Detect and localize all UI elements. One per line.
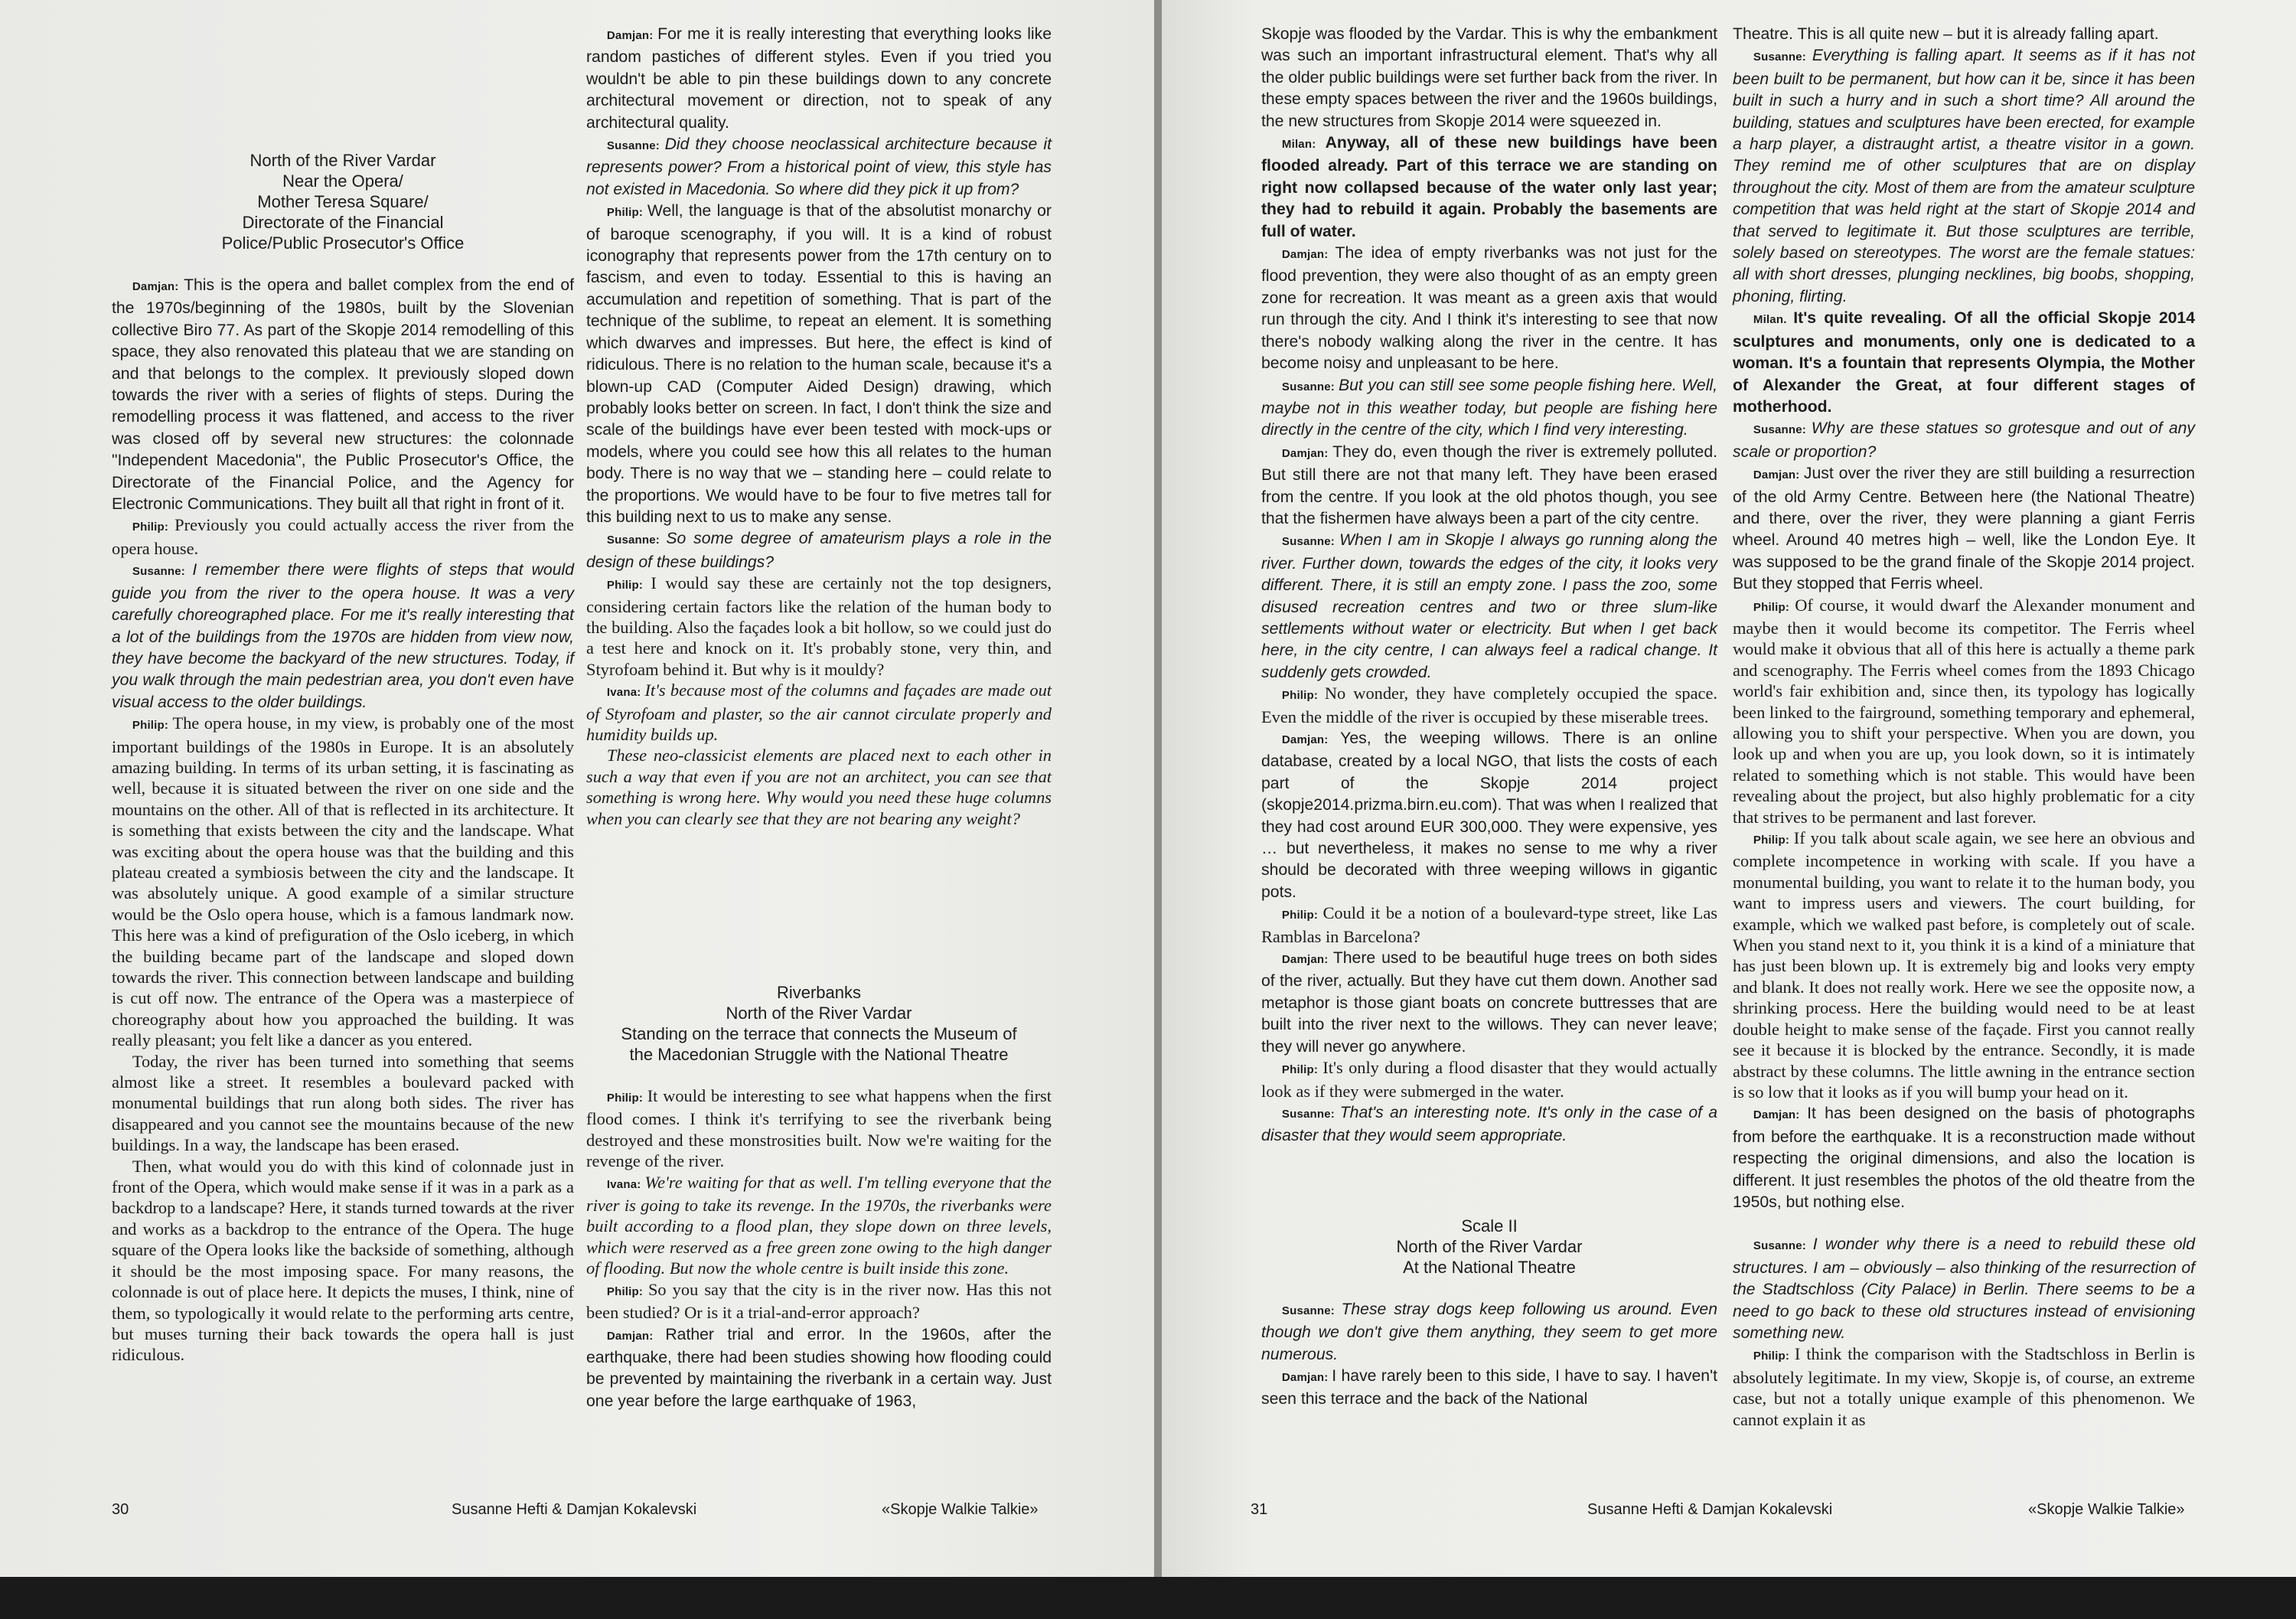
dialogue-paragraph (586, 1279, 1052, 1324)
dialogue-paragraph (1733, 1102, 2195, 1213)
dialogue-paragraph (586, 527, 1052, 573)
dialogue-paragraph (1261, 242, 1717, 374)
section-heading-opera (112, 150, 574, 253)
page-number: 31 (1251, 1501, 1268, 1518)
dialogue-paragraph (1733, 44, 2195, 307)
dialogue-paragraph (586, 573, 1052, 680)
speaker-label: Damjan: (1753, 468, 1804, 482)
dialogue-block (112, 274, 574, 1366)
dialogue-text: It's quite revealing. Of all the official Skopje 2014 sculptures and monuments, only one is dedicated to a woman. It's a fountain that represents Olympia, the Mother of Alexander the Great, at four different stages of motherhood. (1733, 309, 2195, 416)
speaker-label: Susanne: (1281, 380, 1339, 393)
dialogue-text: Previously you could actually access the river from the opera house. (112, 515, 574, 558)
speaker-label: Ivana: (606, 686, 645, 700)
speaker-label: Milan: (1281, 138, 1326, 152)
dialogue-paragraph (112, 559, 574, 713)
dialogue-text: For me it is really interesting that everything looks like random pastiches of different styles. Even if you tried you wouldn't be able to pin these buildings down to any concrete architectural movement or direction, not to speak of any architectural quality. (586, 25, 1052, 132)
speaker-label: Philip: (1753, 834, 1794, 847)
dialogue-text: Rather trial and error. In the 1960s, after the earthquake, there had been studies showing how flooding could be prevented by maintaining the riverbank in a certain way. Just one year before the large earthquake of 1963, (586, 1325, 1052, 1410)
speaker-label: Susanne: (606, 139, 665, 153)
dialogue-block (1261, 1298, 1717, 1410)
page-number: 30 (112, 1501, 129, 1518)
book-gutter (1154, 0, 1162, 1577)
speaker-label: Damjan: (1281, 953, 1333, 967)
dialogue-paragraph (1733, 417, 2195, 462)
heading-line: Directorate of the Financial (242, 213, 444, 232)
dialogue-paragraph (1261, 132, 1717, 242)
dialogue-text: It's because most of the columns and façades are made out of Styrofoam and plaster, so the air cannot circulate properly and humidity builds up. (586, 681, 1052, 744)
heading-line: North of the River Vardar (249, 151, 436, 170)
dialogue-paragraph (1261, 1365, 1717, 1410)
dialogue-text: This is the opera and ballet complex from the end of the 1970s/beginning of the 1980s, built by the Slovenian collective Biro 77. As part of the Skopje 2014 remodelling of this space, they also renovated this plateau that we are standing on and that belongs to the complex. It previously sloped down towards the river with a series of flights of steps. During the remodelling process it was flattened, and access to the river was closed off by several new structures: the colonnade "Independent Macedonia", the Public Prosecutor's Office, the Directorate of the Financial Police, and the Agency for Electronic Communications. They built all that right in front of it. (112, 276, 574, 514)
dialogue-text: But you can still see some people fishing here. Well, maybe not in this weather today, but people are fishing here directly in the centre of the city, which I find very interesting. (1261, 376, 1717, 439)
dialogue-block (1261, 23, 1717, 1147)
dialogue-paragraph (1261, 1057, 1717, 1102)
heading-line: Near the Opera/ (282, 171, 403, 191)
dialogue-text: No wonder, they have completely occupied the space. Even the middle of the river is occupied by these miserable trees. (1261, 684, 1717, 726)
dialogue-paragraph (586, 1172, 1052, 1279)
dialogue-paragraph (1733, 23, 2195, 44)
dialogue-paragraph (112, 1156, 574, 1366)
dialogue-paragraph (1261, 23, 1717, 132)
dialogue-paragraph (112, 274, 574, 514)
heading-line: Scale II (1461, 1216, 1518, 1235)
heading-line: North of the River Vardar (1396, 1236, 1583, 1256)
speaker-label: Damjan: (1281, 1370, 1332, 1384)
speaker-label: Philip: (606, 579, 651, 592)
dialogue-text: Anyway, all of these new buildings have been flooded already. Part of this terrace we are standing on right now collapsed because of the water only last year; they had to rebuild it again. Probably the basements are full of water. (1261, 134, 1717, 240)
speaker-label: Susanne: (1281, 1107, 1340, 1121)
dialogue-text: Did they choose neoclassical architecture because it represents power? From a historical point of view, this style has not existed in Macedonia. So where did they pick it up from? (586, 135, 1052, 198)
speaker-label: Philip: (132, 719, 173, 733)
speaker-label: Philip: (606, 1284, 648, 1298)
speaker-label: Damjan: (1281, 248, 1336, 262)
dialogue-text: Everything is falling apart. It seems as if it has not been built to be permanent, but how can it be, since it has been built in such a hurry and in such a short time? All around the building, statues and sculptures have been erected, for example a harp player, a distraught artist, a theatre visitor in a gown. They remind me of other sculptures that are on display throughout the city. Most of them are from the amateur sculpture competition that was held right at the start of Skopje 2014 and that served to legitimate it. But those sculptures are terrible, solely based on stereotypes. The worst are the female statues: all with short dresses, plunging necklines, big boobs, shopping, phoning, flirting. (1733, 47, 2195, 305)
dialogue-paragraph (112, 514, 574, 559)
dialogue-block (586, 1085, 1052, 1412)
dialogue-text: I think the comparison with the Stadtschloss in Berlin is absolutely legitimate. In my view, Skopje is, of course, an extreme case, but not a totally unique example of this phenomenon. We cannot explain it as (1733, 1344, 2195, 1429)
speaker-label: Susanne: (1753, 423, 1812, 437)
dialogue-paragraph (586, 1324, 1052, 1412)
speaker-label: Philip: (1281, 909, 1323, 922)
speaker-label: Damjan: (1753, 1108, 1808, 1122)
dialogue-text: When I am in Skopje I always go running along the river. Further down, towards the edges of the city, it looks very different. There, it is still an empty zone. I pass the zoo, some disused recreation centres and two or three slum-like settlements without water or electricity. But when I get back here, in the city centre, I can always feel a radical change. It suddenly gets crowded. (1261, 531, 1718, 681)
dialogue-text: Of course, it would dwarf the Alexander monument and maybe then it would become its competitor. The Ferris wheel would make it obvious that all of this here is actually a theme park and scenography. The Ferris wheel comes from the 1893 Chicago world's fair exhibition and, since then, its typology has logically been linked to the fairground, something temporary and ephemeral, allowing you to shift your perspective. When you are down, you look up and when you are up, you look down, so it is intimately related to something which is not stable. This would have been revealing about the project, but also highly problematic for a city that strives to be permanent and last forever. (1733, 595, 2195, 827)
dialogue-paragraph (1261, 1298, 1717, 1365)
dialogue-block (1733, 23, 2195, 1430)
speaker-label: Susanne: (1281, 535, 1340, 549)
right-page (1162, 0, 2296, 1577)
dialogue-paragraph (1261, 374, 1717, 441)
dialogue-paragraph (1733, 827, 2195, 1102)
speaker-label: Philip: (606, 1092, 647, 1105)
dialogue-paragraph (1733, 1233, 2195, 1343)
section-heading-scale (1261, 1216, 1717, 1278)
dialogue-text: Well, the language is that of the absolutist monarchy or of baroque scenography, if you will. It is a kind of robust iconography that represents power from the 17th century on to fascism, and even to today. Essential to this is having an accumulation and repetition of something. That is part of the technique of the sublime, to repeat an element. It is something which dwarves and impresses. But here, the effect is kind of ridiculous. There is no relation to the human scale, because it's a blown-up CAD (Computer Aided Design) drawing, which probably looks better on screen. In fact, I don't think the size and scale of the buildings have ever been tested with mock-ups or models, where you could see how this all relates to the human body. There is no way that we – standing here – could relate to the proportions. We would have to be four to five metres tall for this building next to us to make any sense. (586, 202, 1052, 526)
dialogue-paragraph (586, 23, 1052, 133)
dialogue-text: So you say that the city is in the river now. Has this not been studied? Or is it a trial-and-error approach? (586, 1279, 1052, 1323)
left-page (0, 0, 1154, 1577)
dialogue-paragraph (112, 713, 574, 1051)
dialogue-paragraph (1261, 683, 1717, 727)
speaker-label: Philip: (1281, 689, 1325, 703)
dialogue-text: I wonder why there is a need to rebuild these old structures. I am – obviously – also thinking of the resurrection of the Stadtschloss (City Palace) in Berlin. There seems to be a need to go back to these old structures instead of envisioning something new. (1733, 1235, 2196, 1342)
dialogue-text: If you talk about scale again, we see here an obvious and complete incompetence in working with scale. If you have a monumental building, you want to relate it to the human body, you want to impress users and viewers. The court building, for example, which we walked past before, is completely out of scale. When you stand next to it, you think it is a kind of a miniature that has just been blown up. It is extremely big and looks very empty and blank. It does not really work. Here we see the opposite now, a shrinking process. Here the building would need to be at least double height to make sense of the façade. First you cannot really see it because it is blocked by the entrance. Secondly, it is made abstract by these columns. The little awning in the entrance section is so low that it looks as if you will bump your head on it. (1733, 828, 2195, 1102)
speaker-label: Damjan: (606, 29, 658, 42)
footer-author: Susanne Hefti & Damjan Kokalevski (452, 1501, 697, 1518)
dialogue-text: Skopje was flooded by the Vardar. This is why the embankment was such an important infrastructural element. That's why all the older public buildings were set further back from the river. In these empty spaces between the river and the 1960s buildings, the new structures from Skopje 2014 were squeezed in. (1261, 25, 1717, 130)
speaker-label: Susanne: (132, 565, 193, 579)
dialogue-text: Theatre. This is all quite new – but it is already falling apart. (1733, 25, 2159, 43)
dialogue-text: It has been designed on the basis of photographs from before the earthquake. It is a reconstruction made without respecting the original dimensions, and also the location is different. It just resembles the photos of the old theatre from the 1950s, but nothing else. (1733, 1105, 2195, 1211)
speaker-label: Philip: (606, 206, 647, 220)
dialogue-text: They do, even though the river is extremely polluted. But still there are not that many left. They have been erased from the centre. If you look at the old photos though, you see that the fishermen have always been a part of the city centre. (1261, 442, 1718, 527)
dialogue-paragraph (1261, 947, 1717, 1057)
heading-line: At the National Theatre (1403, 1257, 1576, 1277)
left-column-2 (586, 23, 1052, 1412)
speaker-label: Susanne: (606, 534, 667, 547)
dialogue-text: I have rarely been to this side, I have to say. I haven't seen this terrace and the back of the National (1261, 1366, 1717, 1408)
speaker-label: Susanne: (1753, 51, 1812, 64)
footer-author: Susanne Hefti & Damjan Kokalevski (1587, 1501, 1833, 1518)
dialogue-text: These stray dogs keep following us around. Even though we don't give them anything, they seem to get more numerous. (1261, 1300, 1717, 1363)
dialogue-text: I remember there were flights of steps that would guide you from the river to the opera house. It was a very carefully choreographed place. For me it's really interesting that a lot of the buildings from the 1970s are hidden from view now, they have become the backyard of the new structures. Today, if you walk through the main pedestrian area, you don't even have visual access to the older buildings. (112, 561, 574, 711)
dialogue-text: Today, the river has been turned into something that seems almost like a street. It resembles a boulevard packed with monumental buildings that run along both sides. The river has disappeared and you cannot see the mountains because of the new buildings. In a way, the landscape has been erased. (112, 1051, 574, 1155)
dialogue-paragraph (586, 680, 1052, 745)
right-column-1 (1261, 23, 1717, 1410)
dialogue-text: Could it be a notion of a boulevard-type street, like Las Ramblas in Barcelona? (1261, 903, 1717, 946)
speaker-label: Philip: (1753, 600, 1795, 614)
dialogue-paragraph (1261, 441, 1717, 530)
heading-line: the Macedonian Struggle with the National Theatre (629, 1045, 1009, 1065)
dialogue-text: The opera house, in my view, is probably one of the most important buildings of the 1980s in Europe. It is an absolutely amazing building. In terms of its urban setting, it is fascinating as well, because it is situated between the river on one side and the mountains on the other. All of that is reflected in its architecture. It is something that exists between the city and the landscape. What was exciting about the opera house was that the building and this plateau created a symbiosis between the city and the landscape. It was absolutely unique. A good example of a similar structure would be the Oslo opera house, which is a famous landmark now. This here was a kind of prefiguration of the Oslo iceberg, in which the building became part of the landscape and sloped down towards the river. This connection between landscape and building is cut off now. The entrance of the Opera was a masterpiece of choreography about how you approached the building. It was really pleasant; you felt like a dancer as you entered. (112, 713, 574, 1050)
dialogue-paragraph (1733, 307, 2195, 417)
dialogue-text: We're waiting for that as well. I'm telling everyone that the river is going to take its revenge. In the 1970s, the riverbanks were built according to a flood plan, they slope down on three levels, which were reserved as a free green zone owing to the high danger of flooding. But now the whole centre is built inside this zone. (586, 1172, 1052, 1278)
heading-line: Mother Teresa Square/ (257, 192, 429, 211)
dialogue-text: So some degree of amateurism plays a role in the design of these buildings? (586, 530, 1052, 571)
dialogue-text: Yes, the weeping willows. There is an online database, created by a local NGO, that lists the costs of each part of the Skopje 2014 project (skopje2014.prizma.birn.eu.com). That was when I realized that they had cost around EUR 300,000. They were expensive, yes … but nevertheless, it makes no sense to me why a river should be decorated with three weeping willows in gigantic pots. (1261, 730, 1717, 901)
dialogue-text: That's an interesting note. It's only in the case of a disaster that they would seem appropriate. (1261, 1103, 1718, 1145)
speaker-label: Susanne: (1753, 1239, 1813, 1253)
dialogue-paragraph (1261, 903, 1717, 947)
dialogue-text: I would say these are certainly not the top designers, considering certain factors like the relation of the human body to the building. Also the façades look a bit hollow, so we could just do a test here and knock on it. It's probably stone, very thin, and Styrofoam behind it. But why is it mouldy? (586, 573, 1052, 679)
dialogue-text: It's only during a flood disaster that they would actually look as if they were submerged in the water. (1261, 1058, 1717, 1101)
left-column-1 (112, 150, 574, 1366)
dialogue-paragraph (586, 200, 1052, 527)
dialogue-paragraph (1733, 462, 2195, 594)
dialogue-text: Why are these statues so grotesque and out of any scale or proportion? (1733, 419, 2196, 461)
section-heading-riverbanks (586, 982, 1052, 1065)
heading-line: Police/Public Prosecutor's Office (221, 233, 465, 253)
dialogue-block (586, 23, 1052, 829)
dialogue-text: The idea of empty riverbanks was not just for the flood prevention, they were also thought of as an empty green zone for recreation. It was meant as a green axis that would run through the city. And I think it's interesting to see that now there's nobody walking along the river in the centre. It has become noisy and unpleasant to be here. (1261, 244, 1717, 373)
dialogue-paragraph (1733, 595, 2195, 827)
dialogue-paragraph (112, 1051, 574, 1156)
dialogue-text: There used to be beautiful huge trees on both sides of the river, actually. But they have cut them down. Another sad metaphor is those giant boats on concrete buttresses that are built into the river next to the willows. They can never leave; they will never go anywhere. (1261, 949, 1717, 1056)
heading-line: Riverbanks (776, 983, 862, 1003)
heading-line: Standing on the terrace that connects the Museum of (621, 1024, 1017, 1044)
dialogue-paragraph (586, 133, 1052, 200)
dialogue-paragraph (1733, 1343, 2195, 1430)
dialogue-paragraph (1261, 529, 1717, 683)
speaker-label: Damjan: (1281, 733, 1341, 746)
right-column-2 (1733, 23, 2195, 1430)
speaker-label: Philip: (1753, 1350, 1795, 1363)
dialogue-text: Just over the river they are still building a resurrection of the old Army Centre. Between here (the National Theatre) and there, over the river, they were planning a giant Ferris wheel. Around 40 metres high – well, like the London Eye. It was supposed to be the grand finale of the Skopje 2014 project. But they stopped that Ferris wheel. (1733, 465, 2195, 593)
dialogue-text: These neo-classicist elements are placed next to each other in such a way that even if you are not an architect, you can see that something is wrong here. Why would you need these huge columns when you can clearly see that they are not bearing any weight? (586, 746, 1052, 828)
speaker-label: Milan. (1753, 313, 1794, 327)
footer-title: «Skopje Walkie Talkie» (2028, 1501, 2185, 1518)
speaker-label: Philip: (1281, 1063, 1323, 1077)
dialogue-paragraph (1261, 727, 1717, 903)
speaker-label: Damjan: (1281, 446, 1333, 460)
dialogue-paragraph (586, 745, 1052, 829)
footer-title: «Skopje Walkie Talkie» (882, 1501, 1039, 1518)
heading-line: North of the River Vardar (726, 1004, 912, 1023)
speaker-label: Philip: (132, 521, 175, 534)
dialogue-paragraph (1261, 1102, 1717, 1147)
dialogue-text: It would be interesting to see what happens when the first flood comes. I think it's terrifying to see the riverbank being destroyed and these monstrosities built. Now we're waiting for the revenge of the river. (586, 1086, 1052, 1171)
speaker-label: Damjan: (132, 280, 184, 293)
dialogue-paragraph (586, 1085, 1052, 1172)
speaker-label: Ivana: (606, 1177, 645, 1191)
speaker-label: Susanne: (1281, 1304, 1342, 1317)
speaker-label: Damjan: (606, 1329, 666, 1343)
dialogue-text: Then, what would you do with this kind of colonnade just in front of the Opera, which would make sense if it was in a park as a backdrop to a landscape? Here, it stands turned towards at the river and works as a backdrop to the entrance of the Opera. The huge square of the Opera looks like the backside of something, although it should be the most imposing space. For many reasons, the colonnade is out of place here. It depicts the muses, I think, nine of them, so typologically it would relate to the performing arts centre, but muses turning their back towards the opera hall is just ridiculous. (112, 1156, 574, 1365)
